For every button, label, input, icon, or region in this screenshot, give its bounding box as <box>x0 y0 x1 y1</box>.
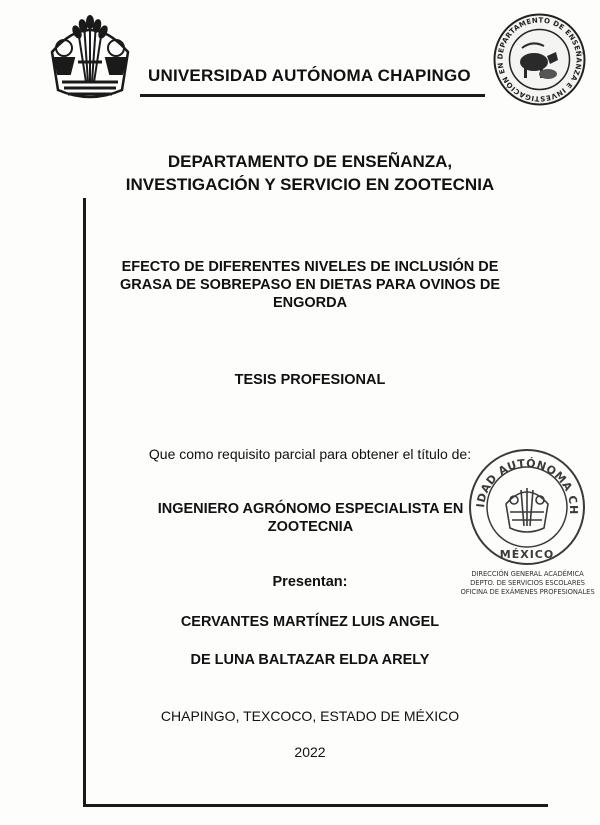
presented-by-label: Presentan: <box>272 574 348 590</box>
thesis-title <box>100 258 520 312</box>
author-name-1: CERVANTES MARTÍNEZ LUIS ANGEL <box>180 614 440 630</box>
header-divider <box>140 94 485 97</box>
stamp-caption-line-2: DEPTO. DE SERVICIOS ESCOLARES <box>470 579 585 587</box>
dept-seal-text: DEPARTAMENTO DE ENSEÑANZA E INVESTIGACIÓN EN ZOOTECNIA <box>488 6 583 103</box>
department-line-1: DEPARTAMENTO DE ENSEÑANZA, <box>167 152 453 171</box>
thesis-type: TESIS PROFESIONAL <box>234 372 386 388</box>
degree-requisite-text: Que como requisito parcial para obtener el título de: <box>148 446 472 462</box>
frame-bottom-border <box>83 804 548 807</box>
frame-left-border <box>83 198 86 806</box>
degree-title <box>128 500 493 536</box>
stamp-caption-line-3: OFICINA DE EXÁMENES PROFESIONALES <box>460 588 595 596</box>
stamp-caption <box>460 570 595 597</box>
university-logo-icon <box>40 12 140 107</box>
stamp-seal-text-top: UNIVERSIDAD AUTÓNOMA CHAPINGO <box>461 436 581 515</box>
department-line-2: INVESTIGACIÓN Y SERVICIO EN ZOOTECNIA <box>125 175 495 194</box>
thesis-title-line-2: GRASA DE SOBREPASO EN DIETAS PARA OVINOS DE <box>119 277 500 293</box>
thesis-title-line-1: EFECTO DE DIFERENTES NIVELES DE INCLUSIÓN DE <box>121 259 499 275</box>
department-name <box>60 150 560 196</box>
year-text: 2022 <box>294 744 326 760</box>
place-text: CHAPINGO, TEXCOCO, ESTADO DE MÉXICO <box>160 708 460 724</box>
official-stamp-icon <box>461 436 588 568</box>
thesis-title-line-3: ENGORDA <box>272 295 348 311</box>
stamp-seal-text-bottom: MÉXICO <box>499 548 555 561</box>
stamp-caption-line-1: DIRECCIÓN GENERAL ACADÉMICA <box>471 570 584 578</box>
university-name: UNIVERSIDAD AUTÓNOMA CHAPINGO <box>148 66 471 85</box>
degree-line-2: ZOOTECNIA <box>267 519 354 535</box>
department-seal-icon <box>488 6 587 107</box>
degree-line-1: INGENIERO AGRÓNOMO ESPECIALISTA EN <box>157 501 464 517</box>
author-name-2: DE LUNA BALTAZAR ELDA ARELY <box>190 652 430 668</box>
